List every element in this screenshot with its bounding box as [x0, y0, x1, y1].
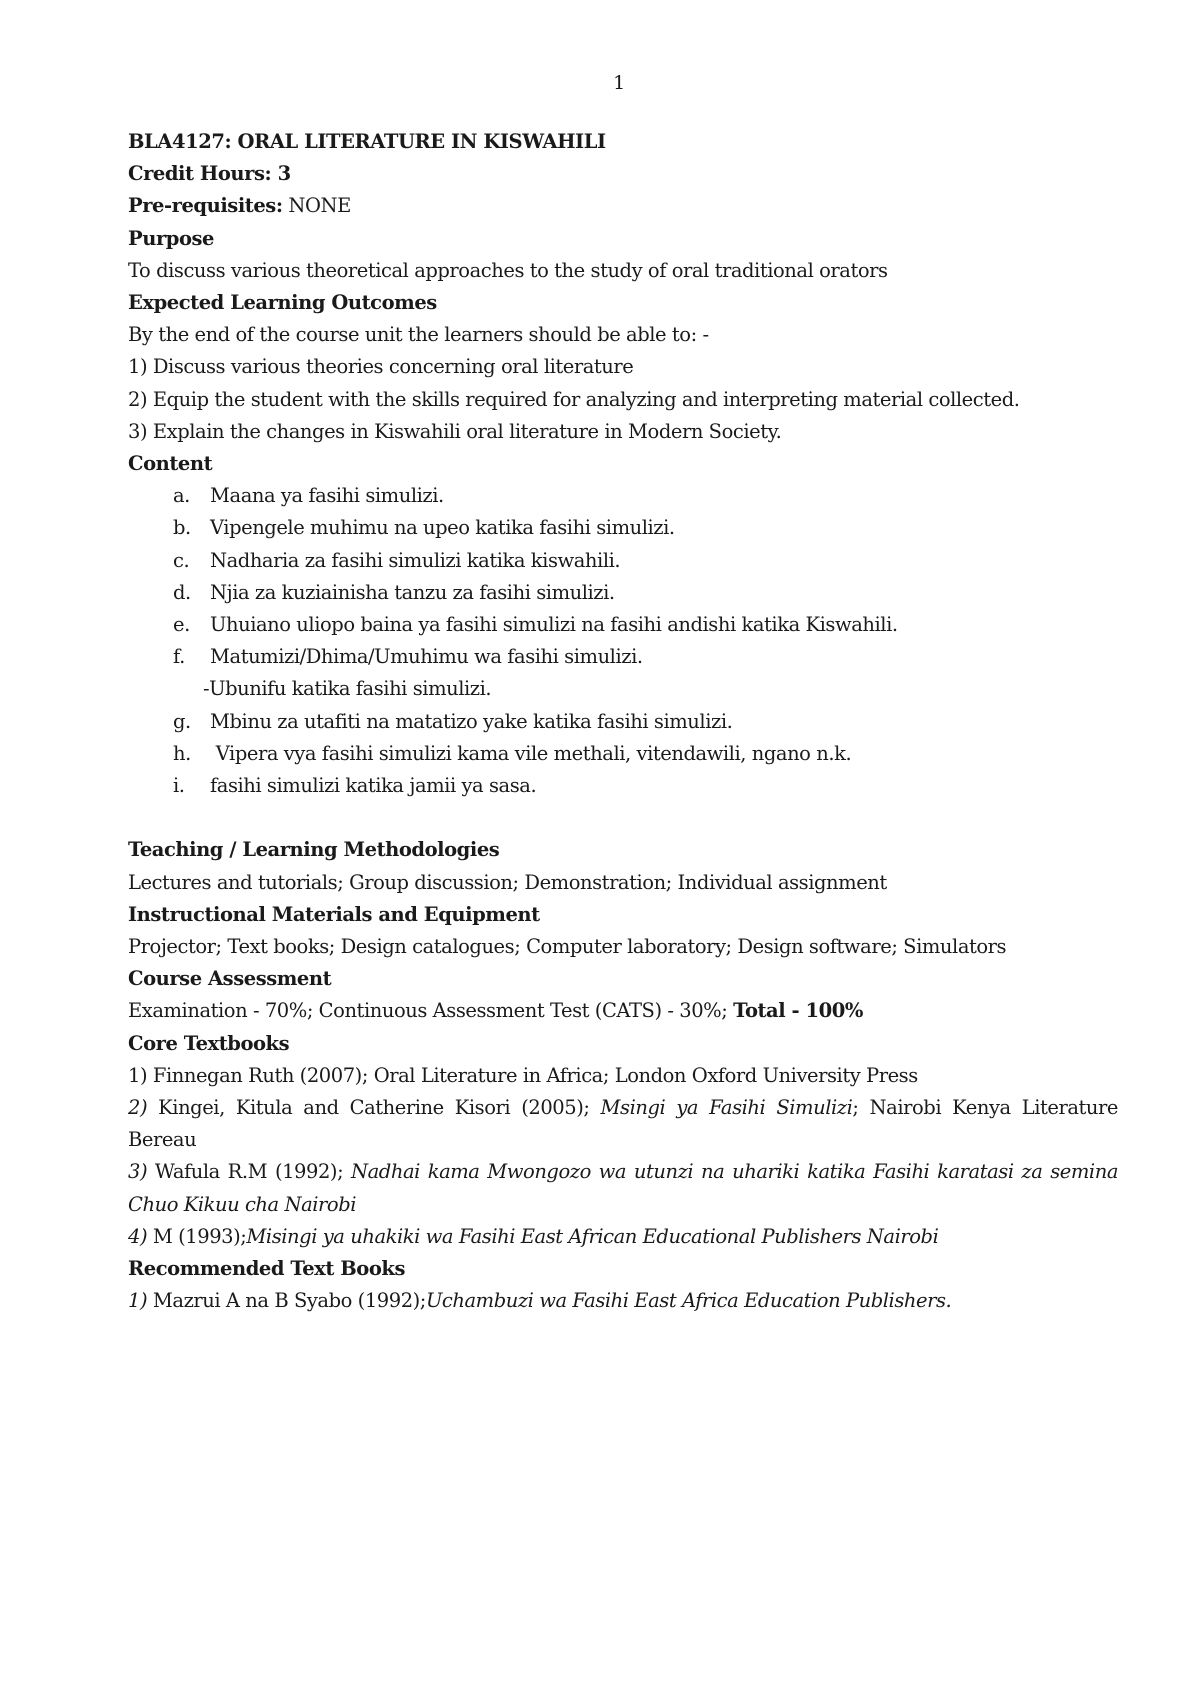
assessment-breakdown: Examination - 70%; Continuous Assessment Test (CATS) - 30%; — [128, 999, 734, 1023]
content-item-text: Maana ya fasihi simulizi. — [210, 484, 444, 508]
content-item — [128, 706, 1118, 738]
content-item — [128, 770, 1118, 802]
purpose-heading: Purpose — [128, 226, 214, 250]
core-textbook-item: 1) Finnegan Ruth (2007); Oral Literature in Africa; London Oxford University Press — [128, 1063, 918, 1087]
recommended-heading: Recommended Text Books — [128, 1257, 405, 1281]
list-marker: h. — [173, 741, 191, 765]
course-outline — [128, 126, 1118, 1318]
content-item-text: Nadharia za fasihi simulizi katika kiswahili. — [210, 548, 621, 572]
content-item — [128, 609, 1118, 641]
reference-title: Misingi ya uhakiki wa Fasihi East African Educational Publishers Nairobi — [246, 1224, 939, 1248]
list-marker: c. — [173, 548, 190, 572]
outcomes-intro: By the end of the course unit the learners should be able to: - — [128, 323, 709, 347]
reference-number: 1) — [128, 1289, 148, 1313]
list-marker: e. — [173, 613, 190, 637]
content-item-text: fasihi simulizi katika jamii ya sasa. — [210, 774, 537, 798]
reference-authors: Mazrui A na B Syabo (1992); — [147, 1289, 426, 1313]
materials-text: Projector; Text books; Design catalogues; Computer laboratory; Design software; Simulators — [128, 935, 1007, 959]
content-item — [128, 738, 1118, 770]
assessment-total: Total - 100% — [733, 999, 863, 1023]
assessment-heading: Course Assessment — [128, 967, 332, 991]
content-list-continued — [128, 706, 1118, 803]
list-marker: i. — [173, 774, 185, 798]
methodologies-text: Lectures and tutorials; Group discussion; Demonstration; Individual assignment — [128, 870, 887, 894]
reference-number: 3) — [128, 1160, 148, 1184]
content-item-text: Njia za kuziainisha tanzu za fasihi simulizi. — [210, 580, 615, 604]
assessment-text — [128, 995, 1118, 1027]
reference-authors: Wafula R.M (1992); — [147, 1160, 352, 1184]
list-marker: f. — [173, 645, 185, 669]
reference-authors: M (1993); — [147, 1224, 247, 1248]
outcome-item: 2) Equip the student with the skills required for analyzing and interpreting material collected. — [128, 387, 1020, 411]
purpose-text: To discuss various theoretical approaches to the study of oral traditional orators — [128, 258, 888, 282]
prerequisites — [128, 190, 1118, 222]
outcomes-heading: Expected Learning Outcomes — [128, 291, 437, 315]
recommended-item — [128, 1285, 1118, 1317]
content-sub-line: -Ubunifu katika fasihi simulizi. — [203, 677, 492, 701]
content-item-text: Mbinu za utafiti na matatizo yake katika fasihi simulizi. — [210, 709, 733, 733]
outcome-item: 3) Explain the changes in Kiswahili oral literature in Modern Society. — [128, 419, 782, 443]
list-marker: a. — [173, 484, 190, 508]
reference-title: Msingi ya Fasihi Simulizi — [600, 1096, 853, 1120]
list-marker: b. — [173, 516, 191, 540]
content-item-text: Vipengele muhimu na upeo katika fasihi simulizi. — [210, 516, 675, 540]
list-marker: g. — [173, 709, 191, 733]
reference-number: 2) — [128, 1096, 148, 1120]
course-title: BLA4127: ORAL LITERATURE IN KISWAHILI — [128, 130, 606, 153]
core-textbook-item — [128, 1092, 1118, 1156]
reference-title: Uchambuzi wa Fasihi East Africa Education Publishers. — [425, 1289, 952, 1313]
reference-title: Nadhai kama Mwongozo wa utunzi na uhariki katika Fasihi karatasi za semina Chuo Kikuu cha Nairobi — [128, 1160, 1118, 1216]
outcome-item: 1) Discuss various theories concerning oral literature — [128, 355, 634, 379]
content-item — [128, 512, 1118, 544]
content-item-text: Matumizi/Dhima/Umuhimu wa fasihi simulizi. — [210, 645, 643, 669]
reference-number: 4) — [128, 1224, 148, 1248]
spacer — [128, 802, 1118, 834]
core-textbook-item — [128, 1156, 1118, 1220]
content-item — [128, 480, 1118, 512]
page-number: 1 — [613, 72, 625, 94]
prerequisites-value: NONE — [282, 194, 351, 218]
content-list — [128, 480, 1118, 673]
content-item-text: Uhuiano uliopo baina ya fasihi simulizi na fasihi andishi katika Kiswahili. — [210, 613, 898, 637]
methodologies-heading: Teaching / Learning Methodologies — [128, 838, 500, 862]
reference-publisher: ; Nairobi Kenya Literature Bereau — [128, 1096, 1118, 1152]
prerequisites-label: Pre-requisites: — [128, 194, 283, 218]
content-item-text: Vipera vya fasihi simulizi kama vile methali, vitendawili, ngano n.k. — [210, 741, 852, 765]
content-item — [128, 545, 1118, 577]
list-marker: d. — [173, 580, 191, 604]
materials-heading: Instructional Materials and Equipment — [128, 902, 540, 926]
core-textbook-item — [128, 1221, 1118, 1253]
reference-authors: Kingei, Kitula and Catherine Kisori (2005); — [147, 1096, 601, 1120]
core-textbooks-heading: Core Textbooks — [128, 1031, 290, 1055]
content-item — [128, 641, 1118, 673]
content-heading: Content — [128, 452, 213, 476]
content-item — [128, 577, 1118, 609]
credit-hours: Credit Hours: 3 — [128, 162, 291, 186]
